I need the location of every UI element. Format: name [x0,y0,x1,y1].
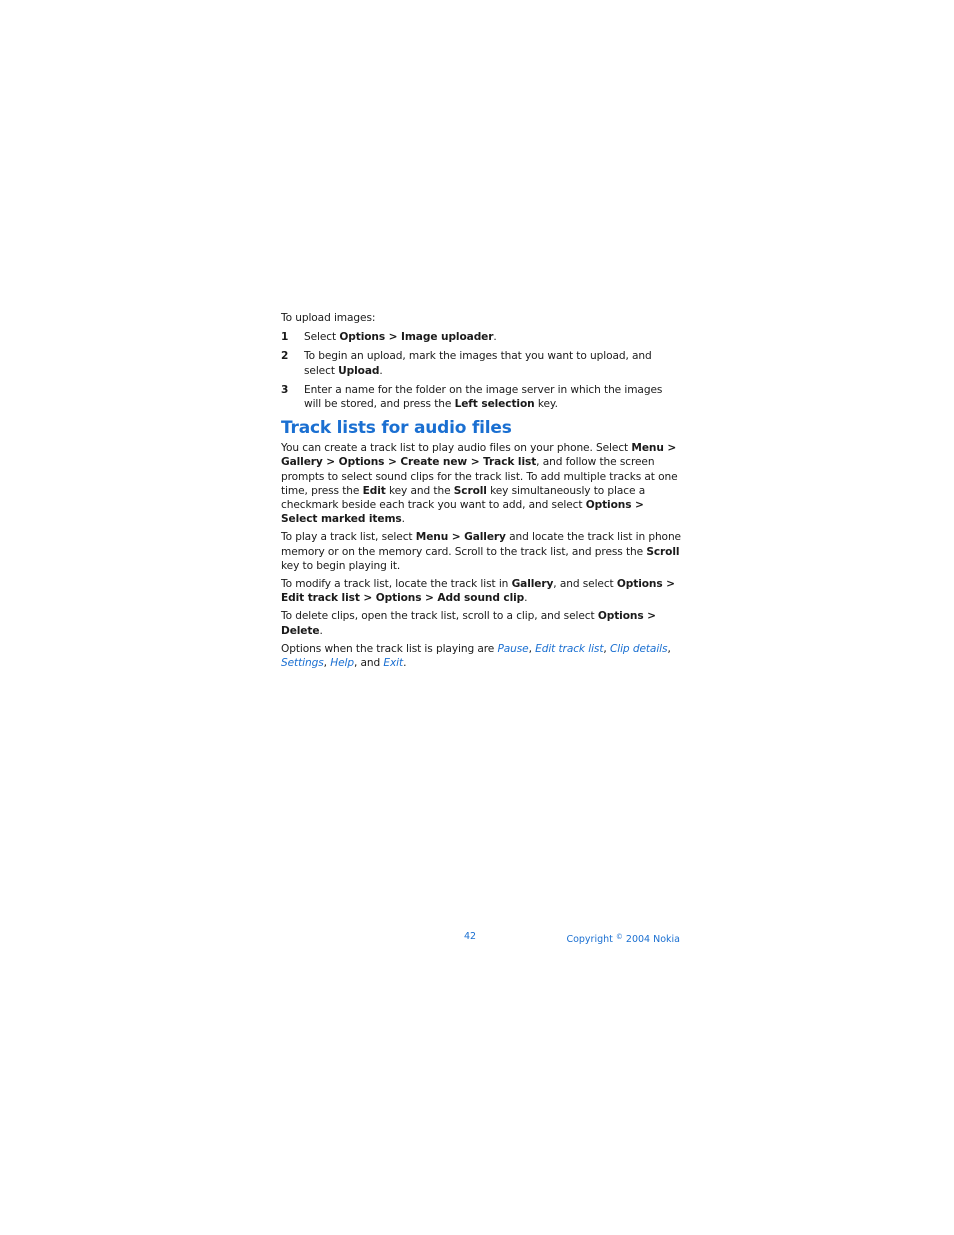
text-run: Options when the track list is playing are [281,642,498,655]
text-run: To modify a track list, locate the track list in [281,578,512,591]
step-number: 2 [281,350,289,363]
page-number: 42 [464,931,477,942]
option-link-exit[interactable]: Exit [383,657,404,670]
bold-term: Options > Edit track list > Options > Add sound clip [281,578,675,605]
paragraph-play-track-list [281,530,681,573]
text-run: key to begin playing it. [281,559,401,572]
text-run: You can create a track list to play audio files on your phone. Select [281,442,632,455]
paragraph-modify-track-list [281,577,681,605]
text-run: . [524,592,528,605]
text-run: , [528,642,536,655]
copyright-notice [566,931,680,946]
option-link-clip-details[interactable]: Clip details [609,642,668,655]
step-number: 3 [281,383,289,396]
text-run: To delete clips, open the track list, scroll to a clip, and select [281,610,598,623]
upload-steps [281,330,681,411]
copyright-symbol: © [615,933,623,941]
text-run: To play a track list, select [281,531,416,544]
step-text [304,330,681,344]
text-run: key simultaneously to place a checkmark beside each track you want to add, and select [281,484,646,512]
bold-term: Scroll [453,484,487,497]
bold-term: Scroll [646,545,680,558]
text-run: . [401,513,405,526]
bold-term: Menu > Gallery [415,531,506,544]
text-run: To begin an upload, mark the images that you want to upload, and select [304,350,652,377]
text-run: , and [353,657,384,670]
text-run: . [319,624,323,637]
text-run: , [667,642,671,655]
bold-term: Left selection [454,398,535,411]
upload-step [281,349,681,377]
text-run: . [379,364,383,377]
upload-intro: To upload images: [281,312,376,324]
step-number: 1 [281,331,289,344]
section-title: Track lists for audio files [281,418,512,439]
step-text [304,349,681,377]
text-run: Enter a name for the folder on the image server in which the images will be stored, and press the [304,383,663,411]
text-run: and locate the track list in phone memory or on the memory card. Scroll to the track list, and press the [281,531,681,558]
option-link-help[interactable]: Help [330,657,354,670]
bold-term: Upload [338,364,380,377]
bold-term: Options > Select marked items [281,499,644,526]
document-body [281,311,681,674]
text-run: Select [304,331,340,344]
bold-term: Menu > Gallery > Options > Create new > Track list [281,442,677,469]
bold-term: Options > Image uploader [339,331,494,344]
text-run: key. [534,398,558,411]
text-run: . [403,657,407,670]
text-run: , and follow the screen prompts to select sound clips for the track list. To add multiple tracks at one time, press the [281,456,678,497]
option-link-settings[interactable]: Settings [281,657,324,670]
paragraph-playing-options [281,642,681,670]
text-run: , [603,642,610,655]
bold-term: Edit [362,484,386,497]
option-link-pause[interactable]: Pause [497,642,529,655]
copyright-suffix: 2004 Nokia [622,934,680,945]
paragraph-create-track-list [281,441,681,526]
copyright-prefix: Copyright [566,934,616,945]
upload-step [281,330,681,344]
bold-term: Gallery [511,578,554,591]
step-text [304,383,681,411]
text-run: . [493,331,497,344]
option-link-edit-track-list[interactable]: Edit track list [535,642,604,655]
paragraph-delete-clips [281,609,681,637]
text-run: , and select [553,578,617,591]
text-run: , [323,657,331,670]
upload-step [281,383,681,411]
text-run: key and the [385,484,454,497]
bold-term: Options > Delete [281,610,656,637]
